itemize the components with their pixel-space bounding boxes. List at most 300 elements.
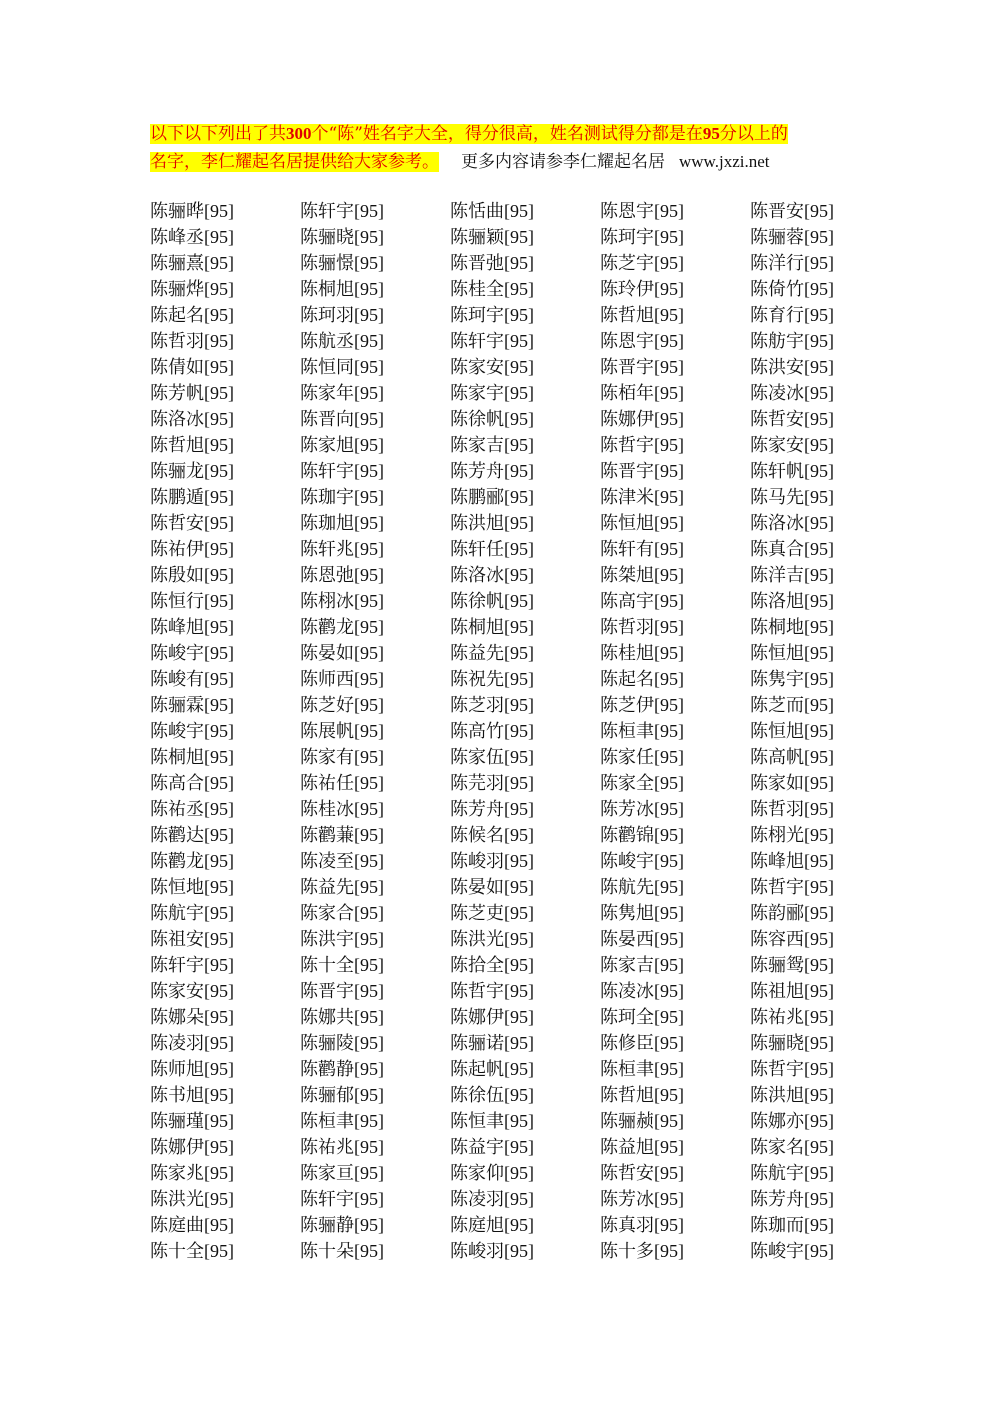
name-text: 陈桂旭 xyxy=(600,643,654,664)
name-score: [95] xyxy=(804,357,834,377)
name-text: 陈哲羽 xyxy=(600,617,654,638)
name-score: [95] xyxy=(354,799,384,819)
name-entry xyxy=(300,1030,450,1056)
name-entry xyxy=(150,1004,300,1030)
name-entry xyxy=(150,900,300,926)
name-score: [95] xyxy=(804,253,834,273)
name-text: 陈航先 xyxy=(600,877,654,898)
name-score: [95] xyxy=(504,305,534,325)
name-score: [95] xyxy=(654,825,684,845)
name-score: [95] xyxy=(354,1163,384,1183)
name-score: [95] xyxy=(504,1241,534,1261)
name-score: [95] xyxy=(204,305,234,325)
name-entry xyxy=(750,458,850,484)
name-score: [95] xyxy=(654,643,684,663)
name-entry xyxy=(450,1186,600,1212)
name-text: 陈峻宇 xyxy=(150,643,204,664)
name-text: 陈家年 xyxy=(300,383,354,404)
name-score: [95] xyxy=(654,851,684,871)
name-score: [95] xyxy=(804,487,834,507)
name-entry xyxy=(450,198,600,224)
name-entry xyxy=(750,224,850,250)
name-text: 陈峻宇 xyxy=(750,1241,804,1262)
name-text: 陈恩宇 xyxy=(600,331,654,352)
name-entry xyxy=(150,1134,300,1160)
name-entry xyxy=(600,406,750,432)
name-text: 陈珂羽 xyxy=(300,305,354,326)
name-entry xyxy=(300,1160,450,1186)
name-score: [95] xyxy=(654,721,684,741)
name-text: 陈娜伊 xyxy=(150,1137,204,1158)
name-score: [95] xyxy=(804,955,834,975)
name-entry xyxy=(600,1160,750,1186)
name-score: [95] xyxy=(804,409,834,429)
name-text: 陈骊陵 xyxy=(300,1033,354,1054)
name-score: [95] xyxy=(654,799,684,819)
name-entry xyxy=(600,198,750,224)
name-entry xyxy=(750,510,850,536)
name-score: [95] xyxy=(504,461,534,481)
name-score: [95] xyxy=(504,799,534,819)
name-score: [95] xyxy=(504,643,534,663)
name-text: 陈家旭 xyxy=(300,435,354,456)
name-entry xyxy=(300,354,450,380)
name-score: [95] xyxy=(204,1059,234,1079)
name-text: 陈娜亦 xyxy=(750,1111,804,1132)
name-entry xyxy=(750,796,850,822)
name-entry xyxy=(450,1160,600,1186)
name-entry xyxy=(750,666,850,692)
name-text: 陈家亘 xyxy=(300,1163,354,1184)
name-entry xyxy=(600,562,750,588)
name-text: 陈恩弛 xyxy=(300,565,354,586)
name-entry xyxy=(750,1160,850,1186)
name-entry xyxy=(600,692,750,718)
name-score: [95] xyxy=(804,565,834,585)
name-score: [95] xyxy=(654,981,684,1001)
name-entry xyxy=(300,1004,450,1030)
name-entry xyxy=(750,926,850,952)
name-text: 陈晏如 xyxy=(450,877,504,898)
name-entry xyxy=(750,484,850,510)
name-text: 陈峰旭 xyxy=(750,851,804,872)
name-text: 陈晋安 xyxy=(750,201,804,222)
name-text: 陈徐帆 xyxy=(450,409,504,430)
name-text: 陈洛冰 xyxy=(750,513,804,534)
name-score: [95] xyxy=(804,773,834,793)
name-text: 陈哲安 xyxy=(600,1163,654,1184)
name-score: [95] xyxy=(204,1007,234,1027)
name-score: [95] xyxy=(204,617,234,637)
name-score: [95] xyxy=(504,591,534,611)
name-score: [95] xyxy=(354,1137,384,1157)
name-score: [95] xyxy=(654,1137,684,1157)
name-entry xyxy=(600,926,750,952)
name-text: 陈哲宇 xyxy=(750,1059,804,1080)
name-score: [95] xyxy=(354,903,384,923)
name-text: 陈恒聿 xyxy=(450,1111,504,1132)
name-text: 陈鹳锦 xyxy=(600,825,654,846)
name-score: [95] xyxy=(504,435,534,455)
name-entry xyxy=(300,848,450,874)
name-score: [95] xyxy=(354,773,384,793)
site-url: www.jxzi.net xyxy=(679,152,770,171)
name-score: [95] xyxy=(654,1033,684,1053)
name-entry xyxy=(750,562,850,588)
name-score: [95] xyxy=(204,435,234,455)
name-entry xyxy=(600,536,750,562)
name-score: [95] xyxy=(654,695,684,715)
name-score: [95] xyxy=(504,851,534,871)
name-score: [95] xyxy=(354,279,384,299)
intro-count: 300 xyxy=(286,124,312,143)
name-entry xyxy=(150,458,300,484)
name-entry xyxy=(600,978,750,1004)
name-score: [95] xyxy=(804,1163,834,1183)
name-score: [95] xyxy=(804,1059,834,1079)
name-entry xyxy=(450,510,600,536)
name-entry xyxy=(150,328,300,354)
name-entry xyxy=(750,874,850,900)
name-score: [95] xyxy=(654,279,684,299)
name-entry xyxy=(150,380,300,406)
name-entry xyxy=(150,354,300,380)
name-score: [95] xyxy=(654,1059,684,1079)
name-score: [95] xyxy=(204,669,234,689)
name-text: 陈修臣 xyxy=(600,1033,654,1054)
name-score: [95] xyxy=(654,539,684,559)
name-score: [95] xyxy=(804,1215,834,1235)
name-text: 陈娜共 xyxy=(300,1007,354,1028)
name-text: 陈十多 xyxy=(600,1241,654,1262)
name-entry xyxy=(750,900,850,926)
name-score: [95] xyxy=(504,1059,534,1079)
name-text: 陈珈旭 xyxy=(300,513,354,534)
name-score: [95] xyxy=(354,461,384,481)
name-score: [95] xyxy=(354,539,384,559)
name-score: [95] xyxy=(504,773,534,793)
name-entry xyxy=(750,614,850,640)
name-score: [95] xyxy=(804,1033,834,1053)
name-entry xyxy=(300,692,450,718)
name-text: 陈家兆 xyxy=(150,1163,204,1184)
name-text: 陈芫羽 xyxy=(450,773,504,794)
name-score: [95] xyxy=(804,695,834,715)
name-entry xyxy=(150,926,300,952)
name-text: 陈洋行 xyxy=(750,253,804,274)
name-entry xyxy=(450,432,600,458)
name-text: 陈鹳龙 xyxy=(300,617,354,638)
name-text: 陈恒旭 xyxy=(750,721,804,742)
name-entry xyxy=(300,1056,450,1082)
name-score: [95] xyxy=(654,1189,684,1209)
name-entry xyxy=(750,952,850,978)
name-text: 陈鹳龙 xyxy=(150,851,204,872)
name-entry xyxy=(600,848,750,874)
name-entry xyxy=(300,952,450,978)
name-entry xyxy=(750,1082,850,1108)
name-entry xyxy=(300,536,450,562)
name-score: [95] xyxy=(654,955,684,975)
name-entry xyxy=(300,796,450,822)
name-score: [95] xyxy=(804,331,834,351)
name-entry xyxy=(150,1056,300,1082)
name-score: [95] xyxy=(354,955,384,975)
name-entry xyxy=(750,1056,850,1082)
name-score: [95] xyxy=(654,201,684,221)
name-text: 陈桐旭 xyxy=(150,747,204,768)
name-entry xyxy=(300,276,450,302)
name-score: [95] xyxy=(654,747,684,767)
name-entry xyxy=(600,718,750,744)
name-entry xyxy=(150,874,300,900)
name-entry xyxy=(150,744,300,770)
name-score: [95] xyxy=(504,227,534,247)
name-text: 陈洪旭 xyxy=(450,513,504,534)
name-text: 陈育行 xyxy=(750,305,804,326)
intro-mid1: 个“陈”姓名字大全，得分很高，姓名测试得分都是在 xyxy=(311,124,703,144)
name-score: [95] xyxy=(204,357,234,377)
name-text: 陈家名 xyxy=(750,1137,804,1158)
name-score: [95] xyxy=(504,981,534,1001)
name-entry xyxy=(300,666,450,692)
name-entry xyxy=(300,432,450,458)
name-entry xyxy=(450,1238,600,1264)
name-entry xyxy=(150,692,300,718)
name-text: 陈韵郦 xyxy=(750,903,804,924)
name-score: [95] xyxy=(504,695,534,715)
name-entry xyxy=(150,1030,300,1056)
name-text: 陈徐伍 xyxy=(450,1085,504,1106)
name-score: [95] xyxy=(504,513,534,533)
name-text: 陈容西 xyxy=(750,929,804,950)
name-text: 陈峰旭 xyxy=(150,617,204,638)
name-entry xyxy=(150,1186,300,1212)
name-score: [95] xyxy=(354,331,384,351)
name-entry xyxy=(300,588,450,614)
name-text: 陈骊颖 xyxy=(450,227,504,248)
name-score: [95] xyxy=(354,1189,384,1209)
name-score: [95] xyxy=(354,695,384,715)
name-entry xyxy=(450,770,600,796)
name-entry xyxy=(150,484,300,510)
name-score: [95] xyxy=(204,513,234,533)
name-score: [95] xyxy=(504,1163,534,1183)
name-entry xyxy=(600,744,750,770)
name-entry xyxy=(450,1212,600,1238)
name-text: 陈高竹 xyxy=(450,721,504,742)
name-entry xyxy=(600,380,750,406)
name-score: [95] xyxy=(354,1059,384,1079)
name-text: 陈芝伊 xyxy=(600,695,654,716)
name-score: [95] xyxy=(204,331,234,351)
name-score: [95] xyxy=(504,409,534,429)
name-text: 陈洪光 xyxy=(150,1189,204,1210)
name-entry xyxy=(150,1238,300,1264)
name-score: [95] xyxy=(354,1007,384,1027)
name-entry xyxy=(600,1186,750,1212)
name-entry xyxy=(450,536,600,562)
name-text: 陈益宇 xyxy=(450,1137,504,1158)
name-score: [95] xyxy=(654,1241,684,1261)
name-entry xyxy=(150,978,300,1004)
name-entry xyxy=(750,848,850,874)
name-score: [95] xyxy=(504,825,534,845)
name-grid xyxy=(150,198,850,1264)
name-entry xyxy=(300,380,450,406)
name-score: [95] xyxy=(204,1033,234,1053)
name-entry xyxy=(750,1186,850,1212)
name-entry xyxy=(600,1004,750,1030)
name-score: [95] xyxy=(354,565,384,585)
name-score: [95] xyxy=(654,617,684,637)
name-entry xyxy=(450,250,600,276)
name-text: 陈芳舟 xyxy=(450,799,504,820)
name-entry xyxy=(300,1108,450,1134)
name-score: [95] xyxy=(204,1241,234,1261)
name-entry xyxy=(750,276,850,302)
name-text: 陈家安 xyxy=(750,435,804,456)
name-text: 陈哲旭 xyxy=(600,305,654,326)
name-text: 陈展帆 xyxy=(300,721,354,742)
name-score: [95] xyxy=(354,357,384,377)
name-entry xyxy=(150,510,300,536)
name-entry xyxy=(750,198,850,224)
name-score: [95] xyxy=(654,253,684,273)
name-score: [95] xyxy=(804,981,834,1001)
name-text: 陈芝好 xyxy=(300,695,354,716)
name-text: 陈娜朵 xyxy=(150,1007,204,1028)
name-text: 陈骊诺 xyxy=(450,1033,504,1054)
name-score: [95] xyxy=(204,929,234,949)
name-entry xyxy=(600,1238,750,1264)
name-entry xyxy=(300,250,450,276)
name-entry xyxy=(750,432,850,458)
intro-highlight-1 xyxy=(150,124,788,144)
name-text: 陈芳冰 xyxy=(600,799,654,820)
name-score: [95] xyxy=(354,383,384,403)
name-text: 陈家伍 xyxy=(450,747,504,768)
name-entry xyxy=(450,978,600,1004)
name-text: 陈晏西 xyxy=(600,929,654,950)
name-entry xyxy=(600,1082,750,1108)
name-entry xyxy=(300,614,450,640)
name-entry xyxy=(450,1030,600,1056)
intro-prefix: 以下以下列出了共 xyxy=(150,124,286,144)
name-text: 陈峻羽 xyxy=(450,851,504,872)
name-score: [95] xyxy=(354,669,384,689)
name-score: [95] xyxy=(804,435,834,455)
name-entry xyxy=(300,1082,450,1108)
name-entry xyxy=(150,666,300,692)
name-entry xyxy=(300,874,450,900)
name-text: 陈祐兆 xyxy=(750,1007,804,1028)
name-text: 陈祐任 xyxy=(300,773,354,794)
name-entry xyxy=(600,224,750,250)
name-text: 陈栩光 xyxy=(750,825,804,846)
name-text: 陈晋宇 xyxy=(600,357,654,378)
name-text: 陈芝吏 xyxy=(450,903,504,924)
name-score: [95] xyxy=(204,461,234,481)
name-text: 陈益旭 xyxy=(600,1137,654,1158)
name-text: 陈凌羽 xyxy=(450,1189,504,1210)
name-text: 陈十全 xyxy=(300,955,354,976)
name-entry xyxy=(150,588,300,614)
name-score: [95] xyxy=(804,1241,834,1261)
name-entry xyxy=(750,302,850,328)
name-text: 陈祖旭 xyxy=(750,981,804,1002)
name-entry xyxy=(750,692,850,718)
name-text: 陈家合 xyxy=(300,903,354,924)
name-score: [95] xyxy=(804,461,834,481)
name-entry xyxy=(300,510,450,536)
name-score: [95] xyxy=(654,669,684,689)
name-score: [95] xyxy=(354,591,384,611)
name-score: [95] xyxy=(504,1189,534,1209)
name-text: 陈珂宇 xyxy=(450,305,504,326)
name-entry xyxy=(300,1238,450,1264)
name-entry xyxy=(450,796,600,822)
name-score: [95] xyxy=(354,981,384,1001)
name-score: [95] xyxy=(654,305,684,325)
name-score: [95] xyxy=(804,721,834,741)
name-text: 陈益先 xyxy=(300,877,354,898)
name-text: 陈鹏郦 xyxy=(450,487,504,508)
name-text: 陈骊静 xyxy=(300,1215,354,1236)
name-score: [95] xyxy=(354,721,384,741)
name-text: 陈起名 xyxy=(150,305,204,326)
name-score: [95] xyxy=(354,929,384,949)
name-text: 陈芳舟 xyxy=(450,461,504,482)
name-text: 陈哲安 xyxy=(750,409,804,430)
name-text: 陈桓聿 xyxy=(300,1111,354,1132)
name-text: 陈骊郁 xyxy=(300,1085,354,1106)
name-text: 陈凌冰 xyxy=(600,981,654,1002)
name-text: 陈航丞 xyxy=(300,331,354,352)
name-score: [95] xyxy=(204,409,234,429)
name-score: [95] xyxy=(204,201,234,221)
name-score: [95] xyxy=(654,1085,684,1105)
name-entry xyxy=(300,406,450,432)
name-entry xyxy=(450,458,600,484)
name-entry xyxy=(150,224,300,250)
name-entry xyxy=(150,848,300,874)
name-entry xyxy=(600,874,750,900)
name-entry xyxy=(450,614,600,640)
name-score: [95] xyxy=(654,773,684,793)
name-entry xyxy=(600,250,750,276)
name-score: [95] xyxy=(804,591,834,611)
name-entry xyxy=(300,822,450,848)
name-entry xyxy=(450,718,600,744)
name-text: 陈哲宇 xyxy=(600,435,654,456)
name-text: 陈家如 xyxy=(750,773,804,794)
name-text: 陈轩帆 xyxy=(750,461,804,482)
name-text: 陈轩宇 xyxy=(300,201,354,222)
name-text: 陈骊熹 xyxy=(150,253,204,274)
name-score: [95] xyxy=(204,227,234,247)
name-text: 陈恒旭 xyxy=(750,643,804,664)
name-score: [95] xyxy=(504,903,534,923)
name-score: [95] xyxy=(504,669,534,689)
name-score: [95] xyxy=(804,851,834,871)
name-entry xyxy=(450,1082,600,1108)
name-text: 陈骊蓉 xyxy=(750,227,804,248)
name-text: 陈桓聿 xyxy=(600,1059,654,1080)
name-score: [95] xyxy=(504,721,534,741)
name-entry xyxy=(600,796,750,822)
name-text: 陈晏如 xyxy=(300,643,354,664)
